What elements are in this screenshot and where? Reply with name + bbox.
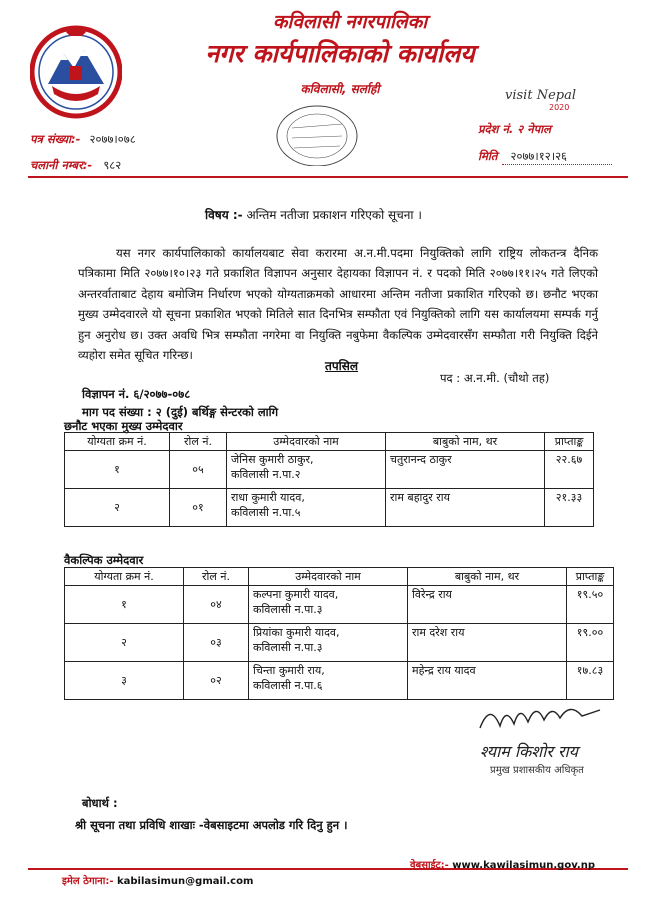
demand-post-count: माग पद संख्या : २ (दुई) बर्थिङ्ग सेन्टरको लागि xyxy=(82,405,279,419)
header-roll: रोल नं. xyxy=(170,433,227,451)
miti-label: मिति xyxy=(478,149,498,163)
score-cell: १९.०० xyxy=(567,624,614,662)
candidate-address: कविलासी न.पा.३ xyxy=(253,603,323,616)
roll-cell: ०३ xyxy=(184,624,249,662)
candidate-name-cell xyxy=(249,624,408,662)
visit-nepal-text: visit Nepal xyxy=(505,88,576,103)
signatory-title: प्रमुख प्रशासकीय अधिकृत xyxy=(490,765,584,776)
table-header-row xyxy=(65,568,614,586)
header-score: प्राप्ताङ्क xyxy=(567,568,614,586)
header-name: उम्मेदवारको नाम xyxy=(227,433,386,451)
patra-label: पत्र संख्या:- xyxy=(30,132,81,146)
rank-cell: ३ xyxy=(65,662,184,700)
candidate-address: कविलासी न.पा.६ xyxy=(253,679,323,692)
footer-email xyxy=(62,873,253,887)
office-name-line1: कविलासी नगरपालिका xyxy=(272,11,428,33)
father-name-cell: चतुरानन्द ठाकुर xyxy=(386,451,545,489)
candidate-name: चिन्ता कुमारी राय, xyxy=(253,664,325,677)
candidate-name: कल्पना कुमारी यादव, xyxy=(253,588,339,601)
office-name-line2: नगर कार्यपालिकाको कार्यालय xyxy=(205,39,475,68)
father-name-cell: राम बहादुर राय xyxy=(386,489,545,527)
roll-cell: ०२ xyxy=(184,662,249,700)
candidate-name: राधा कुमारी यादव, xyxy=(231,491,305,504)
candidate-name: जेनिस कुमारी ठाकुर, xyxy=(231,453,314,466)
table-row xyxy=(65,586,614,624)
candidate-name-cell xyxy=(249,662,408,700)
candidate-name-cell xyxy=(249,586,408,624)
signature-scribble-icon xyxy=(470,700,610,736)
website-label: वेबसाईट:- xyxy=(410,860,449,871)
rank-cell: १ xyxy=(65,586,184,624)
table-row xyxy=(65,451,594,489)
rank-cell: २ xyxy=(65,489,170,527)
candidate-address: कविलासी न.पा.५ xyxy=(231,506,301,519)
header-divider xyxy=(28,176,628,178)
score-cell: २१.३३ xyxy=(545,489,594,527)
signature-block xyxy=(470,700,640,780)
score-cell: २२.६७ xyxy=(545,451,594,489)
office-seal-stamp-icon xyxy=(262,96,372,166)
nepal-government-emblem-icon xyxy=(30,24,122,120)
roll-cell: ०४ xyxy=(184,586,249,624)
note-heading: बोधार्थ : xyxy=(82,796,118,810)
miti-value: २०७७।१२।२६ xyxy=(510,149,568,163)
advertisement-number: विज्ञापन नं. ६/२०७७-०७८ xyxy=(82,387,191,401)
rank-cell: २ xyxy=(65,624,184,662)
note-body: श्री सूचना तथा प्रविधि शाखाः -वेबसाइटमा अपलोड गरि दिनु हुन । xyxy=(75,818,348,832)
header-father: बाबुको नाम, थर xyxy=(408,568,567,586)
father-name-cell: विरेन्द्र राय xyxy=(408,586,567,624)
patra-sankhya-row xyxy=(30,128,136,147)
website-value[interactable]: www.kawilasimun.gov.np xyxy=(452,860,595,871)
main-candidates-table xyxy=(64,432,594,527)
tapasil-heading: तपसिल xyxy=(325,359,359,373)
roll-cell: ०५ xyxy=(170,451,227,489)
score-cell: १९.५० xyxy=(567,586,614,624)
table-row xyxy=(65,624,614,662)
miti-row xyxy=(478,145,612,165)
candidate-name-cell xyxy=(227,489,386,527)
candidate-address: कविलासी न.पा.२ xyxy=(231,468,301,481)
patra-value: २०७७।०७८ xyxy=(89,132,136,146)
post-label: पद : अ.न.मी. (चौथो तह) xyxy=(440,371,550,385)
roll-cell: ०१ xyxy=(170,489,227,527)
subject-line xyxy=(205,206,422,223)
pradesh-label: प्रदेश नं. २ नेपाल xyxy=(478,122,551,136)
office-address: कविलासी, सर्लाही xyxy=(300,82,380,96)
candidate-address: कविलासी न.पा.३ xyxy=(253,641,323,654)
score-cell: १७.८३ xyxy=(567,662,614,700)
table-header-row xyxy=(65,433,594,451)
header-score: प्राप्ताङ्क xyxy=(545,433,594,451)
footer-website xyxy=(410,857,595,871)
header-father: बाबुको नाम, थर xyxy=(386,433,545,451)
chalani-label: चलानी नम्बर:- xyxy=(30,158,93,172)
header-name: उम्मेदवारको नाम xyxy=(249,568,408,586)
father-name-cell: राम दरेश राय xyxy=(408,624,567,662)
alternate-candidates-title: वैकल्पिक उम्मेदवार xyxy=(64,553,144,567)
candidate-name-cell xyxy=(227,451,386,489)
email-value[interactable]: kabilasimun@gmail.com xyxy=(116,876,254,887)
notice-paragraph: यस नगर कार्यपालिकाको कार्यालयबाट सेवा करारमा अ.न.मी.पदमा नियुक्तिको लागि राष्ट्रिय लोकतन्त्र दैनिक पत्रिकामा मिति २०७७।१०।२३ गते प्रकाशित विज्ञापन अनुसार देहायका विज्ञापन नं. र पदको मिति २०७७।११।२५ गते लिएको अन्तरर्वाताबाट देहाय बमोजिम निर्धारण भएको योग्यताक्रमको आधारमा अन्तिम नतीजा प्रकाशित गरिएको छ। छनौट भएका मुख्य उम्मेदवारले यो सूचना प्रकाशित भएको मितिले सात दिनभित्र सम्फौता एवं नियुक्तिको लागि यस कार्यालयमा सम्पर्क गर्नु हुन अनुरोध छ। उक्त अवधि भित्र सम्फौता नगरेमा वा नियुक्ति नबुफेमा वैकल्पिक उम्मेदवारसँग सम्फौता गरी नियुक्ति दिईने व्यहोरा समेत सूचित गरिन्छ। xyxy=(78,246,598,363)
header-rank: योग्यता क्रम नं. xyxy=(65,433,170,451)
main-candidates-title: छनौट भएका मुख्य उम्मेदवार xyxy=(64,419,183,433)
chalani-value: ९८२ xyxy=(103,158,122,172)
header-roll: रोल नं. xyxy=(184,568,249,586)
header-rank: योग्यता क्रम नं. xyxy=(65,568,184,586)
subject-text: अन्तिम नतीजा प्रकाशन गरिएको सूचना । xyxy=(246,208,422,222)
subject-label: विषय :- xyxy=(205,208,243,222)
visit-nepal-logo xyxy=(505,84,610,124)
rank-cell: १ xyxy=(65,451,170,489)
email-label: इमेल ठेगाना:- xyxy=(62,876,114,887)
table-row xyxy=(65,662,614,700)
miti-field xyxy=(502,145,612,165)
chalani-number-row xyxy=(30,154,121,173)
visit-nepal-year: 2020 xyxy=(549,103,570,112)
father-name-cell: महेन्द्र राय यादव xyxy=(408,662,567,700)
signatory-name: श्याम किशोर राय xyxy=(480,742,578,761)
table-row xyxy=(65,489,594,527)
alternate-candidates-table xyxy=(64,567,614,700)
candidate-name: प्रियांका कुमारी यादव, xyxy=(253,626,340,639)
notice-body xyxy=(78,243,598,365)
